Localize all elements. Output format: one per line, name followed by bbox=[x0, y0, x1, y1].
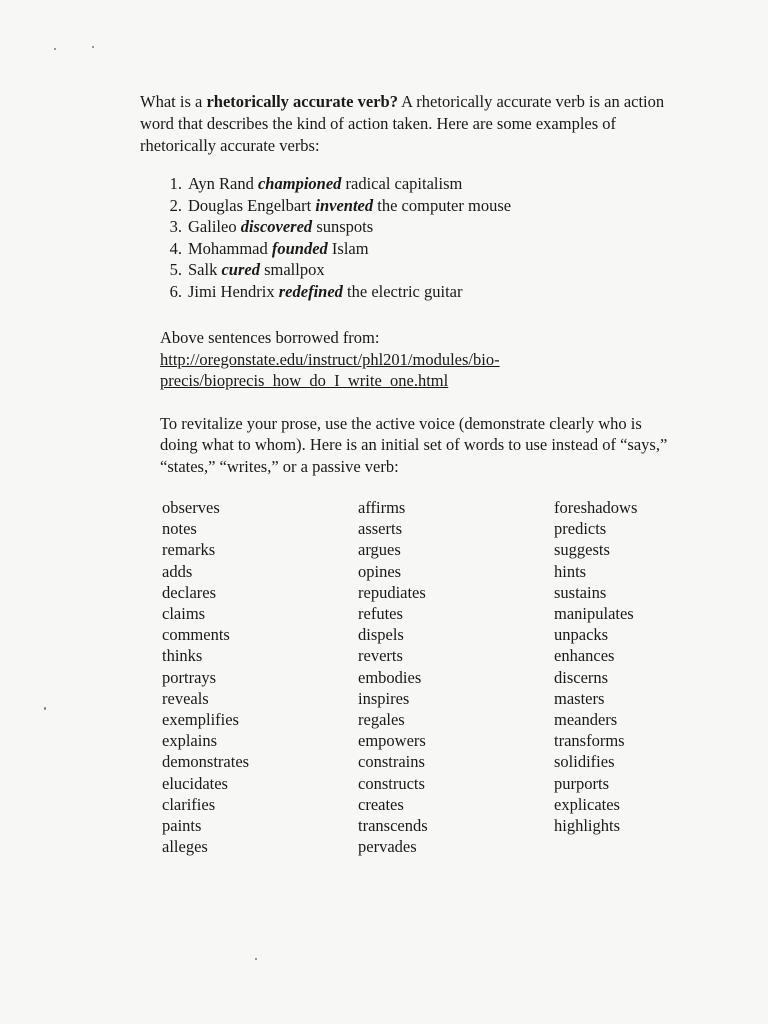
verb-item: repudiates bbox=[358, 582, 426, 602]
example-number: 5. bbox=[169, 260, 182, 279]
example-subject: Douglas Engelbart bbox=[188, 195, 316, 215]
intro-prefix: What is a bbox=[140, 92, 207, 111]
example-verb: redefined bbox=[278, 281, 343, 301]
intro-paragraph bbox=[140, 91, 670, 157]
example-subject: Ayn Rand bbox=[188, 174, 258, 193]
verb-item: adds bbox=[162, 561, 193, 581]
document-page bbox=[140, 91, 670, 477]
verb-item: observes bbox=[162, 498, 220, 517]
verb-item: asserts bbox=[358, 519, 402, 539]
verb-item: pervades bbox=[358, 837, 417, 857]
example-item bbox=[158, 195, 670, 217]
verb-item: manipulates bbox=[554, 604, 634, 624]
scan-speck bbox=[92, 46, 94, 48]
example-verb: cured bbox=[221, 260, 260, 279]
example-number: 3. bbox=[169, 217, 182, 236]
verb-item: embodies bbox=[358, 667, 422, 687]
example-list bbox=[158, 173, 670, 302]
verb-item: paints bbox=[162, 816, 202, 836]
example-number: 6. bbox=[169, 281, 182, 301]
intro-term: rhetorically accurate verb? bbox=[206, 92, 398, 111]
example-item bbox=[158, 216, 670, 238]
example-object: smallpox bbox=[259, 260, 325, 279]
example-text bbox=[188, 173, 462, 195]
example-item bbox=[158, 259, 670, 281]
verb-item: empowers bbox=[358, 731, 426, 751]
verb-item: argues bbox=[358, 540, 401, 560]
verb-item: clarifies bbox=[162, 794, 216, 814]
verb-item: masters bbox=[554, 688, 605, 708]
verb-item: highlights bbox=[554, 816, 621, 836]
verb-item: demonstrates bbox=[162, 752, 250, 772]
verb-item: purports bbox=[554, 773, 609, 793]
verb-item: elucidates bbox=[162, 773, 228, 793]
verb-item: foreshadows bbox=[554, 498, 638, 517]
example-object: radical capitalism bbox=[341, 174, 463, 193]
verb-item: affirms bbox=[358, 498, 406, 517]
example-verb: discovered bbox=[240, 217, 313, 236]
example-subject: Jimi Hendrix bbox=[188, 281, 279, 301]
example-object: Islam bbox=[327, 238, 369, 258]
verb-item: dispels bbox=[358, 625, 404, 645]
example-item bbox=[158, 281, 670, 303]
verb-column-1 bbox=[162, 497, 249, 857]
example-text bbox=[188, 281, 462, 303]
example-text bbox=[188, 259, 325, 281]
example-number: 2. bbox=[169, 195, 182, 215]
verb-item: declares bbox=[162, 582, 217, 602]
verb-item: explains bbox=[162, 731, 217, 751]
example-object: the electric guitar bbox=[342, 281, 463, 301]
advice-paragraph: To revitalize your prose, use the active voice (demonstrate clearly who is doing what to whom). Here is an initial set of words to use instead of “says,” “states,” “writes,” or a passive verb: bbox=[160, 413, 668, 476]
verb-item: comments bbox=[162, 625, 230, 645]
scan-speck bbox=[54, 48, 56, 50]
verb-item: hints bbox=[554, 561, 587, 581]
example-object: the computer mouse bbox=[373, 195, 512, 215]
scan-speck bbox=[44, 707, 46, 710]
example-item bbox=[158, 238, 670, 260]
example-number: 1. bbox=[169, 174, 182, 193]
verb-item: exemplifies bbox=[162, 710, 239, 730]
example-verb: invented bbox=[315, 195, 374, 215]
example-verb: founded bbox=[271, 238, 328, 258]
verb-item: enhances bbox=[554, 646, 615, 666]
verb-item: sustains bbox=[554, 582, 607, 602]
source-link[interactable] bbox=[160, 349, 670, 392]
source-link-line-1: http://oregonstate.edu/instruct/phl201/modules/bio- bbox=[160, 349, 500, 369]
source-label: Above sentences borrowed from: bbox=[160, 328, 380, 347]
verb-item: regales bbox=[358, 710, 405, 730]
example-text bbox=[188, 216, 373, 238]
verb-column-3 bbox=[554, 497, 637, 836]
example-subject: Salk bbox=[188, 260, 222, 279]
verb-item: portrays bbox=[162, 667, 217, 687]
verb-item: remarks bbox=[162, 540, 216, 560]
verb-item: transforms bbox=[554, 731, 625, 751]
verb-column-2 bbox=[358, 497, 428, 857]
verb-item: transcends bbox=[358, 816, 428, 836]
verb-item: solidifies bbox=[554, 752, 615, 772]
verb-item: alleges bbox=[162, 837, 208, 857]
example-text bbox=[188, 238, 369, 260]
example-verb: championed bbox=[257, 174, 342, 193]
intro-definition: A rhetorically accurate verb is an action word that describes the kind of action taken. Here are some examples of rhetorically accurate verbs: bbox=[140, 92, 665, 155]
source-citation bbox=[160, 327, 670, 392]
verb-item: unpacks bbox=[554, 625, 609, 645]
verb-item: reverts bbox=[358, 646, 403, 666]
source-link-line-2: precis/bioprecis_how_do_I_write_one.html bbox=[160, 371, 449, 390]
verb-item: creates bbox=[358, 794, 404, 814]
scan-speck bbox=[255, 958, 257, 960]
example-subject: Galileo bbox=[188, 217, 241, 236]
verb-item: reveals bbox=[162, 688, 209, 708]
example-object: sunspots bbox=[312, 217, 374, 236]
example-number: 4. bbox=[169, 238, 182, 258]
example-subject: Mohammad bbox=[188, 238, 272, 258]
verb-item: explicates bbox=[554, 794, 620, 814]
verb-item: constructs bbox=[358, 773, 425, 793]
verb-item: notes bbox=[162, 519, 197, 539]
verb-list bbox=[162, 497, 662, 867]
example-item bbox=[158, 173, 670, 195]
verb-item: thinks bbox=[162, 646, 203, 666]
verb-item: discerns bbox=[554, 667, 609, 687]
verb-item: suggests bbox=[554, 540, 610, 560]
verb-item: claims bbox=[162, 604, 206, 624]
verb-item: predicts bbox=[554, 519, 607, 539]
example-text bbox=[188, 195, 511, 217]
verb-item: refutes bbox=[358, 604, 403, 624]
verb-item: opines bbox=[358, 561, 402, 581]
verb-item: inspires bbox=[358, 688, 410, 708]
verb-item: constrains bbox=[358, 752, 425, 772]
verb-item: meanders bbox=[554, 710, 618, 730]
